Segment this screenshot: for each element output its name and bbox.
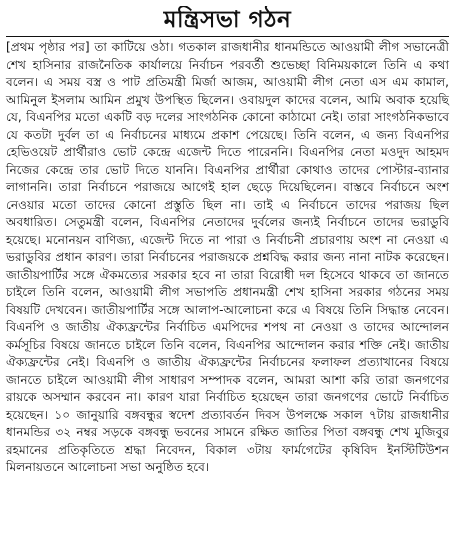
continuation-label: [প্রথম পৃষ্ঠার পর] (6, 40, 90, 54)
headline: মন্ত্রিসভা গঠন (163, 7, 292, 33)
headline-divider (6, 36, 449, 37)
article-body-paragraph (6, 39, 449, 477)
article-body-text: তা কাটিয়ে ওঠা। গতকাল রাজধানীর ধানমন্ডিতে আওয়ামী লীগ সভানেত্রী শেখ হাসিনার রাজনৈতিক কার্যালয়ে নির্বাচন পরবর্তী শুভেচ্ছা বিনিময়কালে তিনি এ কথা বলেন। এ সময় বস্ত্র ও পাট প্রতিমন্ত্রী মির্জা আজম, আওয়ামী লীগ নেতা এস এম কামাল, আমিনুল ইসলাম আমিন প্রমুখ উপস্থিত ছিলেন। ওবায়দুল কাদের বলেন, আমি অবাক হয়েছি যে, বিএনপির মতো একটি বড় দলের সাংগঠনিক কোনো কাঠামো নেই। তারা সাংগঠনিকভাবে যে কতটা দুর্বল তা এ নির্বাচনের মাধ্যমে প্রকাশ পেয়েছে। তিনি বলেন, এ জন্য বিএনপির হেভিওয়েট প্রার্থীরাও ভোট কেন্দ্রে এজেন্ট দিতে পারেননি। বিএনপির নেতা মওদুদ আহমদ নিজের কেন্দ্রে তার ভোট দিতে যাননি। বিএনপির প্রার্থীরা কোথাও তাদের পোস্টার-ব্যানার লাগাননি। তারা নির্বাচনে পরাজয়ে আগেই হাল ছেড়ে দিয়েছিলেন। বাস্তবে নির্বাচনে অংশ নেওয়ার মতো তাদের কোনো প্রস্তুতি ছিল না। তাই এ নির্বাচনে তাদের পরাজয় ছিল অবধারিত। সেতুমন্ত্রী বলেন, বিএনপির নেতাদের দুর্বলের জন্যই নির্বাচনে তাদের ভরাডুবি হয়েছে। মনোনয়ন বাণিজ্য, এজেন্ট দিতে না পারা ও নির্বাচনী প্রচারণায় অংশ না নেওয়া এ ভরাডুবির প্রধান কারণ। তারা নির্বাচনের পরাজয়কে প্রশ্নবিদ্ধ করার জন্য নানা নাটক করেছেন। জাতীয়পার্টির সঙ্গে ঐকমত্যের সরকার হবে না তারা বিরোধী দল হিসেবে থাকবে তা জানতে চাইলে তিনি বলেন, আওয়ামী লীগ সভাপতি প্রধানমন্ত্রী শেখ হাসিনা সরকার গঠনের সময় বিষয়টি দেখবেন। জাতীয়পার্টির সঙ্গে আলাপ-আলোচনা করে এ বিষয়ে তিনি সিদ্ধান্ত নেবেন। বিএনপি ও জাতীয় ঐক্যফ্রন্টের নির্বাচিত এমপিদের শপথ না নেওয়া ও তাদের আন্দোলন কর্মসূচির বিষয়ে জানতে চাইলে তিনি বলেন, বিএনপির আন্দোলন করার শক্তি নেই। জাতীয় ঐক্যফ্রন্টের নেই। বিএনপি ও জাতীয় ঐক্যফ্রন্টের নির্বাচনের ফলাফল প্রত্যাখানের বিষয়ে জানতে চাইলে আওয়ামী লীগ সাধারণ সম্পাদক বলেন, আমরা আশা করি তারা জনগণের রায়কে অসম্মান করবেন না। কারণ যারা নির্বাচিত হয়েছেন তারা জনগণের ভোটে নির্বাচিত হয়েছেন। ১০ জানুয়ারি বঙ্গবন্ধুর স্বদেশ প্রত্যাবর্তন দিবস উপলক্ষে সকাল ৭টায় রাজধানীর ধানমন্ডির ৩২ নম্বর সড়কে বঙ্গবন্ধু ভবনের সামনে রক্ষিত জাতির পিতা বঙ্গবন্ধু শেখ মুজিবুর রহমানের প্রতিকৃতিতে শ্রদ্ধা নিবেদন, বিকাল ৩টায় ফার্মগেটের কৃষিবিদ ইনস্টিটিউশন মিলনায়তনে আলোচনা সভা অনুষ্ঠিত হবে। (6, 40, 449, 474)
